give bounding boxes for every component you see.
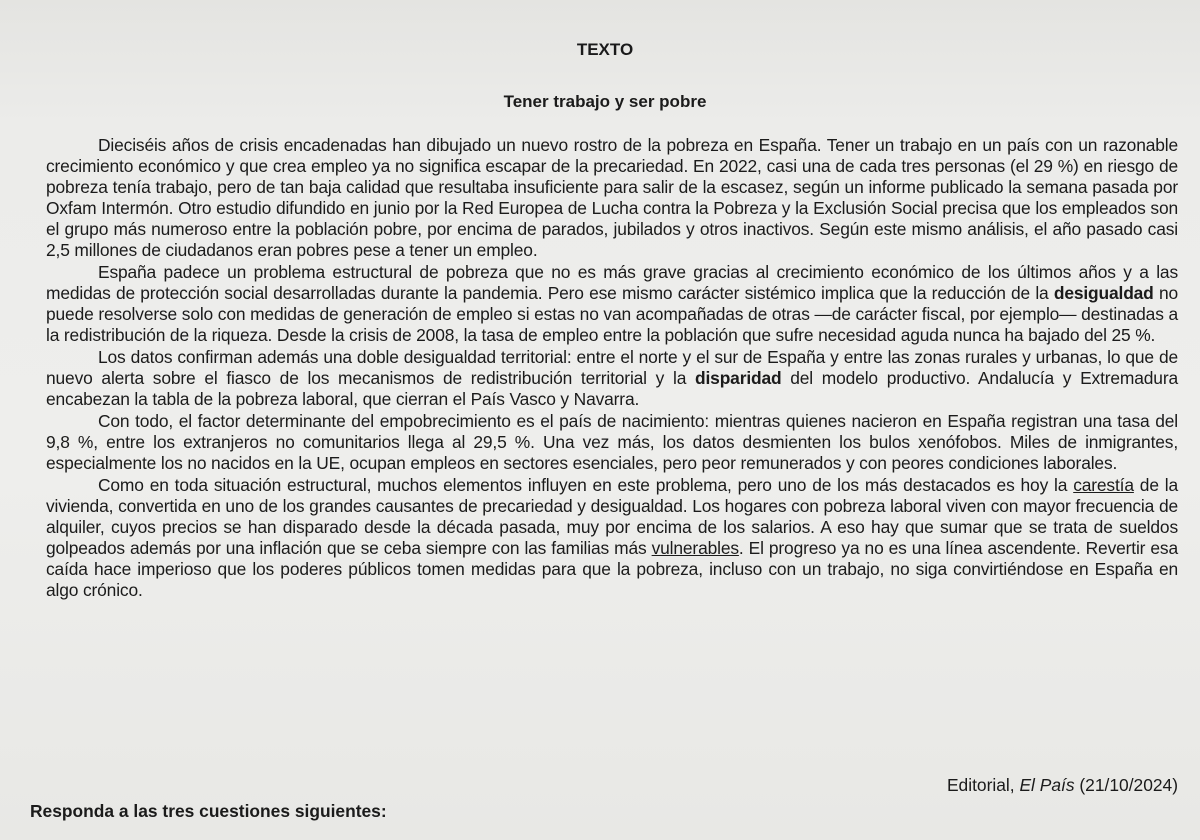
paragraph-5-text-b: de la vivienda, convertida en uno de los grandes causantes de precariedad y desigualdad. Los hogares con pobreza laboral viven con mayor frecuencia de alquiler, cuyos precios se han disparado desde la década pasada, muy por encima de los salarios. A eso hay que sumar que se trata de sueldos golpeados además por una inflación que se ceba siempre con las familias más: [46, 475, 1178, 558]
source-prefix: Editorial,: [946, 775, 1020, 795]
paragraph-2-text-a: España padece un problema estructural de pobreza que no es más grave gracias al crecimiento económico de los últimos años y a las medidas de protección social desarrolladas durante la pandemia. Pero ese mismo carácter sistémico implica que la reducción de la: [46, 262, 1178, 303]
paragraph-3-text-a: Los datos confirman además una doble desigualdad territorial: entre el norte y el sur de España y entre las zonas rurales y urbanas, lo que de nuevo alerta sobre el fiasco de los mecanismos de redistribución territorial y la: [46, 347, 1178, 388]
underlined-term-carestia: carestía: [1073, 475, 1134, 495]
paragraph-3: [46, 347, 1178, 410]
article-title: Tener trabajo y ser pobre: [503, 92, 707, 111]
source-citation: [947, 775, 1178, 796]
source-publication: El País: [1019, 775, 1075, 795]
bold-term-desigualdad: desigualdad: [1053, 283, 1154, 303]
underlined-term-vulnerables: vulnerables: [651, 538, 739, 558]
paragraph-5-text-a: Como en toda situación estructural, muchos elementos influyen en este problema, pero uno de los más destacados es hoy la: [98, 475, 1074, 495]
source-date: (21/10/2024): [1074, 775, 1178, 795]
article-body: [46, 135, 1178, 601]
paragraph-3-text-b: del modelo productivo. Andalucía y Extremadura encabezan la tabla de la pobreza laboral, que cierran el País Vasco y Navarra.: [46, 368, 1178, 409]
questions-instruction: Responda a las tres cuestiones siguientes:: [30, 801, 387, 821]
bold-term-disparidad: disparidad: [695, 368, 782, 388]
section-label: TEXTO: [576, 40, 634, 59]
paragraph-2-text-b: no puede resolverse solo con medidas de generación de empleo si estas no van acompañadas de otras —de carácter fiscal, por ejemplo— destinadas a la redistribución de la riqueza. Desde la crisis de 2008, la tasa de empleo entre la población que sufre necesidad aguda nunca ha bajado del 25 %.: [46, 283, 1178, 345]
paragraph-1: Dieciséis años de crisis encadenadas han dibujado un nuevo rostro de la pobreza en España. Tener un trabajo en un país con un razonable crecimiento económico y que crea empleo ya no significa escapar de la precariedad. En 2022, casi una de cada tres personas (el 29 %) en riesgo de pobreza tenía trabajo, pero de tan baja calidad que resultaba insuficiente para salir de la escasez, según un informe publicado la semana pasada por Oxfam Intermón. Otro estudio difundido en junio por la Red Europea de Lucha contra la Pobreza y la Exclusión Social precisa que los empleados son el grupo más numeroso entre la población pobre, por encima de parados, jubilados y otros inactivos. Según este mismo análisis, el año pasado casi 2,5 millones de ciudadanos eran pobres pese a tener un empleo.: [46, 135, 1178, 260]
paragraph-4: Con todo, el factor determinante del empobrecimiento es el país de nacimiento: mientras quienes nacieron en España registran una tasa del 9,8 %, entre los extranjeros no comunitarios llega al 29,5 %. Una vez más, los datos desmienten los bulos xenófobos. Miles de inmigrantes, especialmente los no nacidos en la UE, ocupan empleos en sectores esenciales, pero peor remunerados y con peores condiciones laborales.: [46, 411, 1178, 473]
paragraph-2: [46, 262, 1178, 346]
paragraph-5: [46, 475, 1178, 601]
paragraph-5-text-c: . El progreso ya no es una línea ascendente. Revertir esa caída hace imperioso que los poderes públicos tomen medidas para que la pobreza, incluso con un trabajo, no siga convirtiéndose en España en algo crónico.: [46, 538, 1178, 600]
